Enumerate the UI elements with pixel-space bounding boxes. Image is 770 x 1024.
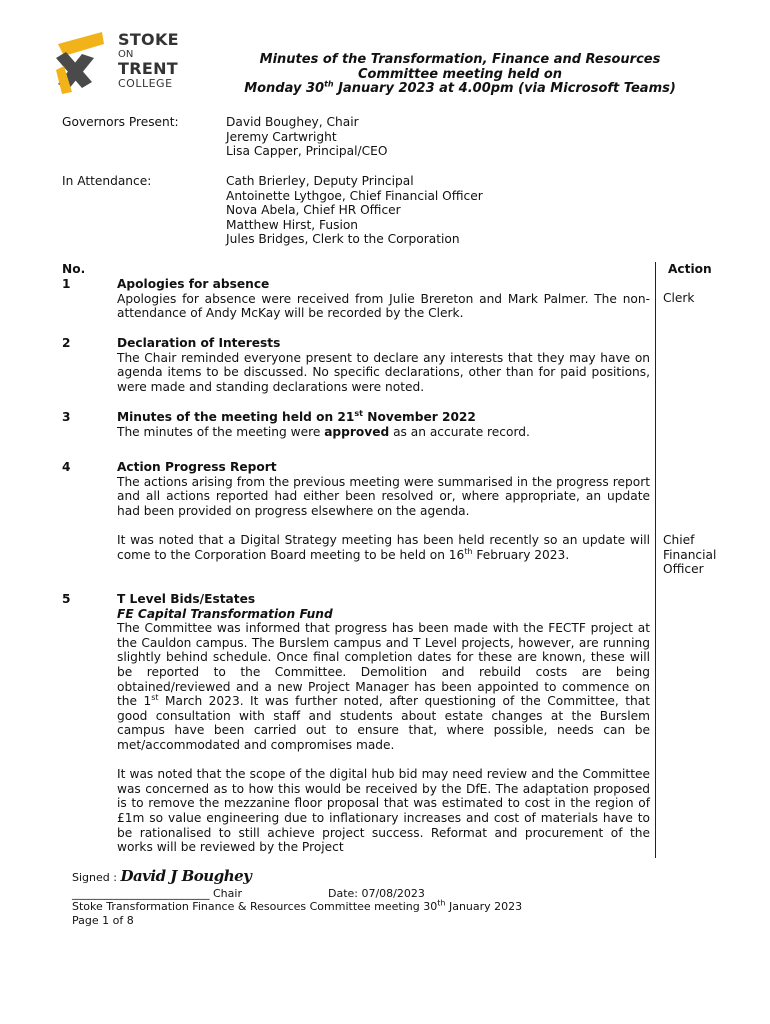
- item-apologies: [117, 277, 650, 321]
- logo-wordmark: [118, 32, 179, 89]
- governor-name: Jeremy Cartwright: [226, 129, 337, 144]
- item-number: 1: [62, 277, 71, 291]
- item-number: 3: [62, 410, 71, 424]
- item-text: The Chair reminded everyone present to declare any interests that they may have on agenda items to be discussed. No specific declarations, other than for paid positions, were made and standing declarations were noted.: [117, 350, 650, 394]
- title-line-3: [230, 79, 690, 97]
- title-date-day: Monday 30: [244, 81, 325, 96]
- footer-text: January 2023: [445, 900, 523, 913]
- item-number: 2: [62, 336, 71, 350]
- action-owner-line: Chief: [663, 533, 695, 547]
- item-number: 5: [62, 592, 71, 606]
- item-heading: Apologies for absence: [117, 277, 270, 291]
- attendance-label: In Attendance:: [62, 174, 152, 188]
- approved-text: approved: [324, 424, 390, 439]
- heading-suffix: st: [354, 408, 363, 418]
- action-column-divider: [655, 262, 656, 858]
- governor-name: Lisa Capper, Principal/CEO: [226, 144, 388, 159]
- item-text: [117, 425, 650, 440]
- item-number: 4: [62, 460, 71, 474]
- item-heading: [117, 410, 650, 425]
- text-suffix: th: [464, 546, 473, 556]
- heading-part: November 2022: [363, 410, 476, 424]
- attendee-name: Jules Bridges, Clerk to the Corporation: [226, 232, 460, 247]
- attendance-list: [226, 174, 483, 247]
- item-action-progress: [117, 460, 650, 562]
- action-owner-line: Financial: [663, 547, 717, 562]
- item-heading: T Level Bids/Estates: [117, 592, 256, 606]
- action-column-header: Action: [668, 262, 712, 276]
- footer-text: Stoke Transformation Finance & Resources Committee meeting 30: [72, 900, 438, 913]
- logo-line-stoke: STOKE: [118, 30, 179, 49]
- logo-line-college: COLLEGE: [118, 77, 173, 90]
- item-subheading: FE Capital Transformation Fund: [117, 606, 333, 621]
- chair-date-row: [72, 887, 692, 901]
- title-line-2: Committee meeting held on: [357, 66, 563, 82]
- item-heading: Declaration of Interests: [117, 336, 281, 350]
- governors-label: Governors Present:: [62, 115, 179, 129]
- logo-mark-icon: [52, 30, 108, 94]
- item-text: Apologies for absence were received from Julie Brereton and Mark Palmer. The non-attendance of Andy McKay will be recorded by the Clerk.: [117, 291, 650, 321]
- text-part: The Committee was informed that progress has been made with the FECTF project at the Cauldon campus. The Burslem campus and T Level projects, however, are running slightly behind schedule. Once final completion dates for these are known, these will be reported to the Committee. Demolition and rebuild costs are being obtained/reviewed and a new Project Manager has been appointed to commence on the 1: [117, 621, 650, 709]
- item-minutes: [117, 410, 650, 439]
- signature-line: _________________________: [72, 886, 210, 900]
- action-owner: Clerk: [663, 291, 695, 305]
- governor-name: David Boughey, Chair: [226, 115, 359, 129]
- action-owner: [663, 533, 716, 577]
- item-text: It was noted that the scope of the digital hub bid may need review and the Committee was concerned as to how this would be received by the DfE. The adaptation proposed is to remove the mezzanine floor proposal that was estimated to cost in the region of £1m so value engineering due to inflationary increases and cost of materials have to be rationalised to still achieve project success. Reformat and procurement of the works will be reviewed by the Project: [117, 767, 650, 855]
- document-title: [230, 53, 690, 97]
- title-date-rest: January 2023 at 4.00pm (via Microsoft Teams): [333, 81, 676, 96]
- chair-label: Chair: [213, 886, 242, 900]
- no-column-header: No.: [62, 262, 86, 276]
- text-part: February 2023.: [472, 547, 570, 562]
- text-part: March 2023. It was further noted, after questioning of the Committee, that good consultation with staff and students about estate changes at the Burslem campus have been carried out to ensure that, where possible, needs can be met/accommodated and compromises made.: [117, 694, 650, 752]
- attendee-name: Nova Abela, Chief HR Officer: [226, 203, 401, 218]
- logo-line-on: ON: [118, 49, 134, 60]
- title-line-1: Minutes of the Transformation, Finance and Resources: [259, 52, 661, 67]
- logo-line-trent: TRENT: [118, 59, 178, 78]
- signed-row: [72, 867, 692, 885]
- item-text: The actions arising from the previous meeting were summarised in the progress report and all actions reported had either been resolved or, where appropriate, an update had been provided on progress elsewhere on the agenda.: [117, 474, 650, 518]
- attendee-name: Cath Brierley, Deputy Principal: [226, 174, 414, 188]
- text-part: The minutes of the meeting were: [117, 424, 325, 439]
- college-logo: [52, 30, 182, 96]
- signed-label: Signed :: [72, 871, 121, 884]
- governors-list: [226, 115, 387, 159]
- signature-footer: [72, 867, 692, 927]
- item-heading: Action Progress Report: [117, 460, 277, 474]
- signature: David J Boughey: [120, 867, 252, 885]
- page-number: Page 1 of 8: [72, 913, 134, 927]
- text-part: It was noted that a Digital Strategy meeting has been held recently so an update will come to the Corporation Board meeting to be held on 16: [117, 532, 650, 562]
- footer-meeting: [72, 900, 692, 914]
- item-text: [117, 621, 650, 752]
- footer-suffix: th: [437, 898, 446, 908]
- text-part: as an accurate record.: [389, 424, 530, 439]
- action-owner-line: Officer: [663, 562, 704, 577]
- sign-date: Date: 07/08/2023: [327, 886, 425, 900]
- text-suffix: st: [151, 693, 159, 703]
- title-date-suffix: th: [324, 79, 334, 89]
- heading-part: Minutes of the meeting held on 21: [117, 410, 355, 424]
- item-t-level-estates: [117, 592, 650, 855]
- item-text: [117, 533, 650, 562]
- item-declarations: [117, 336, 650, 394]
- attendee-name: Matthew Hirst, Fusion: [226, 217, 359, 232]
- attendee-name: Antoinette Lythgoe, Chief Financial Officer: [226, 188, 483, 203]
